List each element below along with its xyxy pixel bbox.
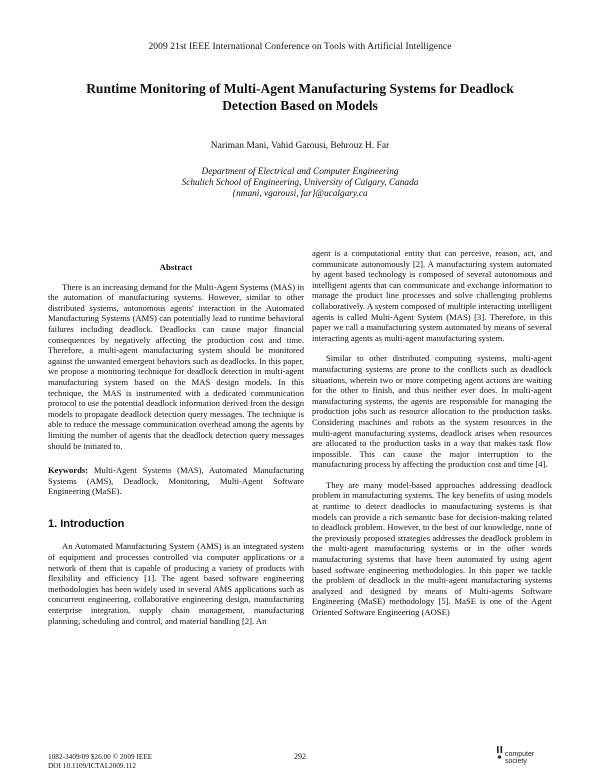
computer-society-logo — [492, 744, 552, 770]
keywords-text: Multi-Agent Systems (MAS), Automated Manufacturing Systems (AMS), Deadlock, Monitoring, Multi-Agent Software Engineering (MaSE). — [48, 465, 304, 497]
left-column — [48, 262, 304, 626]
affiliation-department: Department of Electrical and Computer Engineering — [201, 167, 399, 177]
logo-line-2: society — [505, 758, 527, 765]
paper-title-line-1: Runtime Monitoring of Multi-Agent Manufacturing Systems for Deadlock — [86, 81, 514, 96]
keywords-label: Keywords: — [48, 465, 89, 476]
conference-header: 2009 21st IEEE International Conference on Tools with Artificial Intelligence — [148, 42, 452, 52]
computer-society-logo-text — [505, 751, 534, 765]
affiliation-emails: {nmani, vgarousi, far}@ucalgary.ca — [232, 189, 368, 199]
computer-society-logo-icon — [492, 744, 506, 770]
paper-authors: Nariman Mani, Vahid Garousi, Behrouz H. Far — [210, 141, 390, 151]
right-paragraph-1: agent is a computational entity that can perceive, reason, act, and communicate autonomously [2]. A manufacturing system automated by agent based technology is composed of several autonomous and intelligent agents that can communicate and exchange information to manage the product line processes and solve challenging problems collaboratively. A system composed of multiple interacting intelligent agents is called Multi-Agent System (MAS) [3]. Therefore, in this paper we call a manufacturing system automated by means of several interacting agents as multi-agent manufacturing system. — [312, 248, 552, 343]
keywords-paragraph — [48, 465, 304, 497]
introduction-paragraph-1: An Automated Manufacturing System (AMS) is an integrated system of equipment and processes controlled via computer applications or a network of them that is capable of producing a variety of products with flexibility and efficiency [1]. The agent based software engineering methodologies has been widely used in several AMS applications such as concurrent engineering, collaborative engineering design, manufacturing enterprise integration, supply chain management, manufacturing planning, scheduling and control, and material handling [2]. An — [48, 541, 304, 626]
author-affiliation — [0, 167, 600, 200]
right-paragraph-2: Similar to other distributed computing systems, multi-agent manufacturing systems are prone to the conflicts such as deadlock situations, wherein two or more competing agent actions are waiting for the other to finish, and thus neither ever does. In multi-agent manufacturing systems, the agents are responsible for managing the production jobs such as resource allocation to the production tasks. Considering machines and robots as the system resources in the multi-agent manufacturing systems, deadlock arises when resources are allocated to the production tasks in a way that makes task flow impossible. This can cause the major interruption to the manufacturing process by affecting the production cost and time [4]. — [312, 353, 552, 470]
abstract-text: There is an increasing demand for the Multi-Agent Systems (MAS) in the automation of manufacturing systems. However, similar to other distributed systems, autonomous agents' interaction in the Automated Manufacturing Systems (AMS) can potentially lead to runtime behavioral failures including deadlock. Deadlocks can cause major financial consequences by negatively affecting the production cost and time. Therefore, a multi-agent manufacturing system should be monitored against the unwanted emergent behaviors such as deadlocks. In this paper, we propose a monitoring technique for deadlock detection in multi-agent manufacturing system based on the MAS design models. In this technique, the MAS is instrumented with a dedicated communication protocol to use the potential deadlock information derived from the design models to propagate deadlock detection query messages. The technique is able to reduce the message communication overhead among the agents by limiting the number of agents that the deadlock detection query messages should be initiated to. — [48, 281, 304, 451]
logo-line-1: computer — [505, 751, 535, 758]
footer-isbn: 1082-3409/09 $26.00 © 2009 IEEE — [48, 752, 153, 761]
right-paragraph-3: They are many model-based approaches addressing deadlock problem in manufacturing systems. The key benefits of using models at runtime to detect deadlocks in manufacturing systems is that models can provide a rich semantic base for decision-making related to deadlock problem. However, to the best of our knowledge, none of the previously proposed strategies addresses the deadlock problem in the multi-agent manufacturing systems or in the other words manufacturing systems that have been automated by using agent based software engineering methodologies. In this paper we tackle the problem of deadlock in the multi-agent manufacturing systems analyzed and designed by means of Multi-agents Software Engineering (MaSE) methodology [5]. MaSE is one of the Agent Oriented Software Engineering (AOSE) — [312, 479, 552, 617]
introduction-heading: 1. Introduction — [48, 517, 125, 530]
abstract-heading: Abstract — [159, 262, 193, 272]
right-column — [312, 248, 552, 618]
footer-doi: DOI 10.1109/ICTAI.2009.112 — [48, 761, 137, 770]
page-number: 292 — [294, 752, 306, 761]
paper-title — [60, 80, 540, 114]
paper-title-line-2: Detection Based on Models — [222, 98, 378, 113]
affiliation-school: Schulich School of Engineering, University of Calgary, Canada — [181, 178, 419, 188]
